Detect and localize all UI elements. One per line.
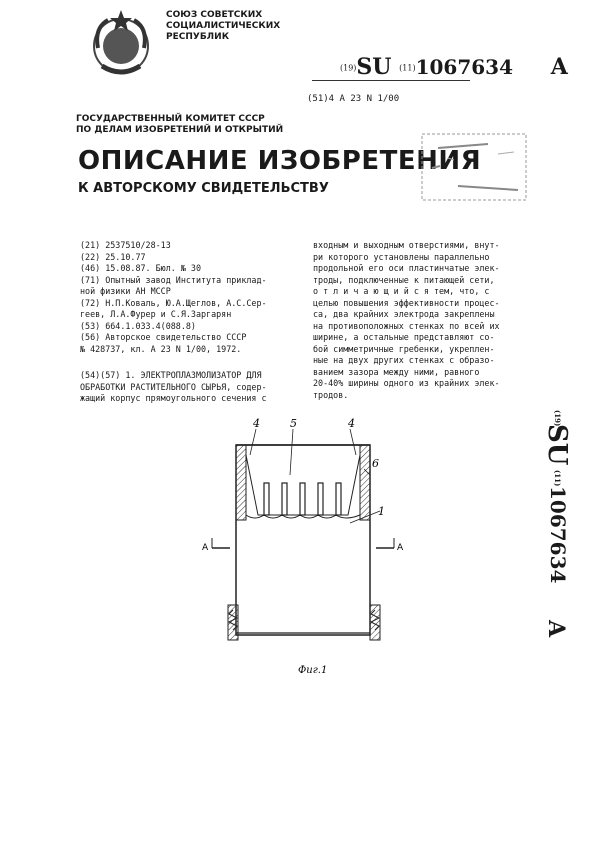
bibliographic-data	[80, 240, 280, 355]
label-1: 1	[378, 505, 385, 518]
left-electrode-wall	[236, 445, 246, 520]
figure-caption: Фиг.1	[298, 665, 328, 676]
label-5: 5	[290, 417, 297, 430]
abstract-line: жащий корпус прямоугольного сечения с	[80, 393, 267, 403]
abstract-line: на противоположных стенках по всей их	[313, 320, 500, 331]
code-11: (11)	[399, 63, 416, 73]
abstract-line: 20-40% ширины одного из крайних элек-	[313, 378, 500, 388]
abstract-line: бой симметричные гребенки, укреплен-	[313, 343, 495, 354]
figure-1-drawing	[200, 415, 420, 680]
abstract-line: продольной его оси пластинчатые элек-	[313, 263, 500, 273]
side-number: 1067634	[546, 486, 570, 584]
housing-body	[236, 445, 370, 635]
document-subtitle: К АВТОРСКОМУ СВИДЕТЕЛЬСТВУ	[78, 181, 329, 196]
side-country: SU	[542, 424, 572, 466]
label-4-left: 4	[253, 417, 260, 430]
label-6: 6	[372, 457, 379, 470]
biblio-line: (56) Авторское свидетельство СССР	[80, 332, 247, 342]
comb-electrode	[264, 483, 269, 515]
country-code: SU	[356, 54, 392, 80]
abstract-line: входным и выходным отверстиями, внут-	[313, 240, 500, 250]
abstract-line: са, два крайних электрода закреплены	[313, 309, 495, 319]
biblio-line: (71) Опытный завод Института приклад-	[80, 274, 267, 285]
biblio-line: геев, Л.А.Фурер и С.Я.Заргарян	[80, 309, 232, 319]
union-line-3: РЕСПУБЛИК	[166, 32, 230, 42]
label-4-right: 4	[348, 417, 355, 430]
comb-electrode	[282, 483, 287, 515]
inner-taper	[246, 455, 360, 515]
comb-electrode	[336, 483, 341, 515]
abstract-line: (54)(57) 1. ЭЛЕКТРОПЛАЗМОЛИЗАТОР ДЛЯ	[80, 370, 262, 380]
union-header	[166, 10, 280, 43]
patent-number: 1067634	[415, 55, 514, 79]
abstract-line: ри которого установлены параллельно	[313, 251, 490, 262]
biblio-line: (21) 2537510/28-13	[80, 240, 171, 250]
abstract-line: ные на двух других стенках с образо-	[313, 355, 495, 365]
ussr-emblem-icon	[88, 8, 154, 80]
committee-header	[76, 114, 283, 136]
biblio-line: ной физики АН МССР	[80, 286, 171, 296]
committee-line-2: ПО ДЕЛАМ ИЗОБРЕТЕНИЙ И ОТКРЫТИЙ	[76, 125, 284, 135]
comb-electrode	[300, 483, 305, 515]
label-a-right: А	[397, 543, 404, 553]
abstract-line: ширине, а остальные представляют со-	[313, 332, 495, 342]
biblio-line: (53) 664.1.033.4(088.8)	[80, 320, 196, 331]
library-stamp-icon	[418, 130, 530, 204]
abstract-line: троды, подключенные к питающей сети,	[313, 274, 495, 285]
abstract-right-column	[313, 240, 538, 401]
side-code-19: (19)	[553, 410, 562, 427]
union-line-1: СОЮЗ СОВЕТСКИХ	[166, 10, 263, 20]
abstract-line: целью повышения эффективности процес-	[313, 297, 500, 308]
committee-line-1: ГОСУДАРСТВЕННЫЙ КОМИТЕТ СССР	[76, 114, 265, 124]
document-number	[340, 54, 568, 80]
kind-code: A	[550, 54, 568, 80]
abstract-line: о т л и ч а ю щ и й с я тем, что, с	[313, 286, 490, 296]
biblio-line: № 428737, кл. А 23 N 1/00, 1972.	[80, 343, 242, 354]
side-kind: A	[543, 620, 569, 638]
abstract-line: ванием зазора между ними, равного	[313, 366, 480, 377]
abstract-left-column	[80, 370, 300, 405]
label-a-left: А	[202, 543, 209, 553]
side-patent-number	[527, 410, 572, 650]
abstract-line: ОБРАБОТКИ РАСТИТЕЛЬНОГО СЫРЬЯ, содер-	[80, 381, 267, 392]
number-underline	[312, 80, 470, 81]
right-electrode-wall	[360, 445, 370, 520]
union-line-2: СОЦИАЛИСТИЧЕСКИХ	[166, 21, 281, 31]
code-19: (19)	[340, 63, 357, 73]
side-code-11: (11)	[553, 470, 562, 487]
biblio-line: (72) Н.П.Коваль, Ю.А.Щеглов, А.С.Сер-	[80, 297, 267, 308]
comb-electrode	[318, 483, 323, 515]
ipc-classification: (51)4 A 23 N 1/00	[307, 94, 400, 104]
abstract-line: тродов.	[313, 389, 349, 400]
biblio-line: (46) 15.08.87. Бюл. № 30	[80, 263, 202, 273]
document-title: ОПИСАНИЕ ИЗОБРЕТЕНИЯ	[78, 146, 482, 176]
biblio-line: (22) 25.10.77	[80, 251, 146, 262]
